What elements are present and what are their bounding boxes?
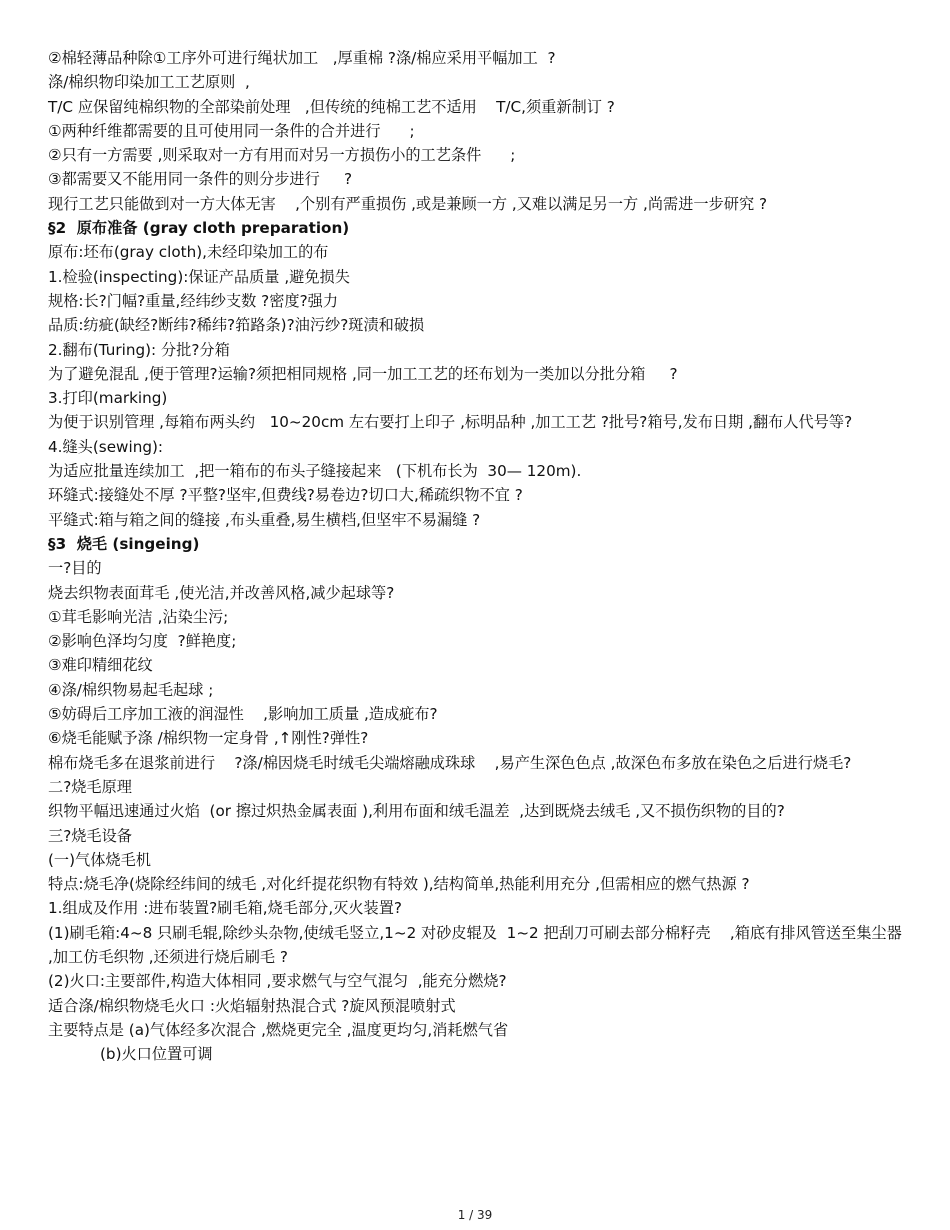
text-paragraph: (1)刷毛箱:4~8 只刷毛辊,除纱头杂物,使绒毛竖立,1~2 对砂皮辊及 1~2 把刮刀可刷去部分棉籽壳 ,箱底有排风管送至集尘器 ,加工仿毛织物 ,还须进行烧后刷毛 ? xyxy=(48,923,907,966)
text-line: 涤/棉织物印染加工工艺原则 , xyxy=(48,73,250,92)
text-line: 烧去织物表面茸毛 ,使光洁,并改善风格,减少起球等? xyxy=(48,583,395,602)
text-line: 现行工艺只能做到对一方大体无害 ,个别有严重损伤 ,或是兼顾一方 ,又难以满足另一方 ,尚需进一步研究 ? xyxy=(48,194,768,213)
text-line: 4.缝头(sewing): xyxy=(48,437,163,456)
text-line: ②只有一方需要 ,则采取对一方有用而对另一方损伤小的工艺条件 ; xyxy=(48,146,516,165)
text-line: ④涤/棉织物易起毛起球 ; xyxy=(48,680,214,699)
text-line: ②棉轻薄品种除①工序外可进行绳状加工 ,厚重棉 ?涤/棉应采用平幅加工 ? xyxy=(48,49,556,67)
text-line: 为了避免混乱 ,便于管理?运输?须把相同规格 ,同一加工工艺的坯布划为一类加以分批分箱 ? xyxy=(48,364,678,383)
text-paragraph: 为便于识别管理 ,每箱布两头约 10~20cm 左右要打上印子 ,标明品种 ,加工工艺 ?批号?箱号,发布日期 ,翻布人代号等? xyxy=(48,413,853,432)
text-line: 三?烧毛设备 xyxy=(48,826,132,845)
text-line: 2.翻布(Turing): 分批?分箱 xyxy=(48,340,230,359)
text-line: 一?目的 xyxy=(48,559,102,578)
document-body xyxy=(48,46,908,1066)
text-line: 平缝式:箱与箱之间的缝接 ,布头重叠,易生横档,但坚牢不易漏缝 ? xyxy=(48,510,481,529)
section-heading-singeing: §3 烧毛 (singeing) xyxy=(48,534,200,553)
text-line: 品质:纺疵(缺经?断纬?稀纬?筘路条)?油污纱?斑渍和破损 xyxy=(48,316,425,335)
text-line: ①茸毛影响光洁 ,沾染尘污; xyxy=(48,607,229,626)
text-line: 1.检验(inspecting):保证产品质量 ,避免损失 xyxy=(48,267,350,286)
text-line: ②影响色泽均匀度 ?鲜艳度; xyxy=(48,632,237,651)
text-line: (一)气体烧毛机 xyxy=(48,850,151,869)
text-line: 1.组成及作用 :进布装置?刷毛箱,烧毛部分,灭火装置? xyxy=(48,899,402,918)
text-line: (2)火口:主要部件,构造大体相同 ,要求燃气与空气混匀 ,能充分燃烧? xyxy=(48,972,507,991)
text-line: ③难印精细花纹 xyxy=(48,656,153,675)
text-paragraph: 织物平幅迅速通过火焰 (or 擦过炽热金属表面 ),利用布面和绒毛温差 ,达到既烧去绒毛 ,又不损伤织物的目的? xyxy=(48,802,785,821)
text-line: 3.打印(marking) xyxy=(48,389,168,408)
text-line: ③都需要又不能用同一条件的则分步进行 ? xyxy=(48,170,353,189)
text-line: ⑥烧毛能赋予涤 /棉织物一定身骨 ,↑刚性?弹性? xyxy=(48,729,369,748)
text-line: 特点:烧毛净(烧除经纬间的绒毛 ,对化纤提花织物有特效 ),结构简单,热能利用充分 ,但需相应的燃气热源 ? xyxy=(48,875,750,894)
page-number: 1 / 39 xyxy=(457,1208,493,1222)
text-line: ⑤妨碍后工序加工液的润湿性 ,影响加工质量 ,造成疵布? xyxy=(48,705,438,724)
text-line: 主要特点是 (a)气体经多次混合 ,燃烧更完全 ,温度更均匀,消耗燃气省 xyxy=(48,1020,509,1039)
text-line: 适合涤/棉织物烧毛火口 :火焰辐射热混合式 ?旋风预混喷射式 xyxy=(48,996,456,1015)
section-heading-gray-cloth: §2 原布准备 (gray cloth preparation) xyxy=(48,219,350,238)
text-line: 原布:坯布(gray cloth),未经印染加工的布 xyxy=(48,243,329,262)
text-paragraph: 棉布烧毛多在退浆前进行 ?涤/棉因烧毛时绒毛尖端熔融成珠球 ,易产生深色色点 ,故深色布多放在染色之后进行烧毛? xyxy=(48,753,852,772)
text-line: T/C 应保留纯棉织物的全部染前处理 ,但传统的纯棉工艺不适用 T/C,须重新制订 ? xyxy=(48,97,615,116)
text-line: 二?烧毛原理 xyxy=(48,777,132,796)
text-line: 环缝式:接缝处不厚 ?平整?坚牢,但费线?易卷边?切口大,稀疏织物不宜 ? xyxy=(48,486,523,505)
text-line: ①两种纤维都需要的且可使用同一条件的合并进行 ; xyxy=(48,121,415,140)
text-line-indented: (b)火口位置可调 xyxy=(100,1045,213,1064)
text-line: 为适应批量连续加工 ,把一箱布的布头子缝接起来 (下机布长为 30— 120m). xyxy=(48,462,582,481)
text-line: 规格:长?门幅?重量,经纬纱支数 ?密度?强力 xyxy=(48,291,339,310)
